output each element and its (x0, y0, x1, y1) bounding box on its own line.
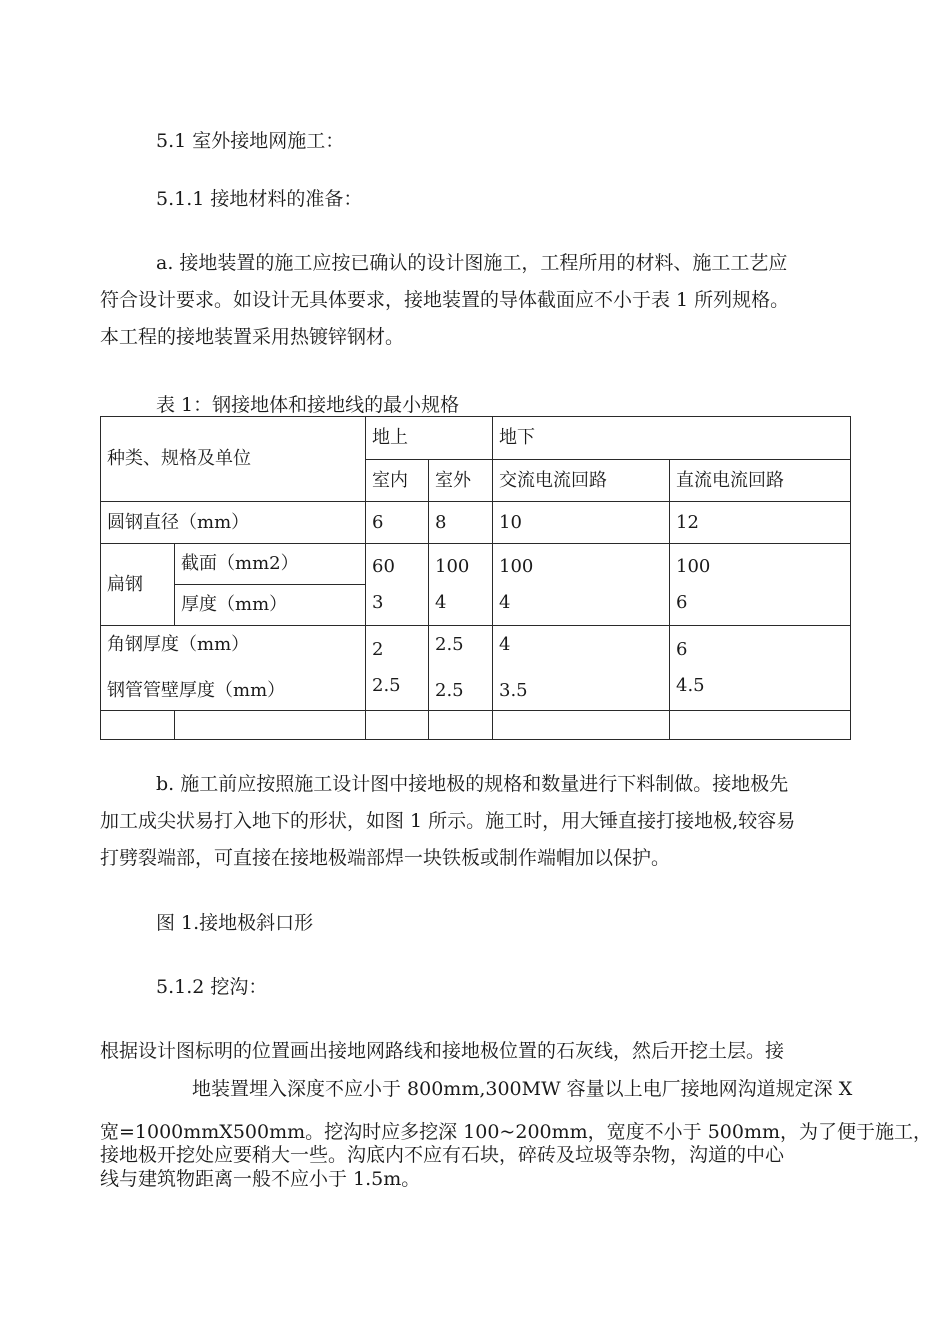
cell-value: 6 (676, 639, 688, 661)
cell-value: 4 (499, 591, 511, 613)
paragraph-c-line-5: 线与建筑物距离一般不应小于 1.5m。 (100, 1168, 421, 1190)
paragraph-c-line-2: 地装置埋入深度不应小于 800mm,300MW 容量以上电厂接地网沟道规定深 X (192, 1078, 853, 1100)
cell-value: 4 (435, 591, 447, 613)
cell-value: 100 (435, 555, 470, 577)
cell-value: 4 (499, 634, 511, 656)
paragraph-a-line-2: 符合设计要求。如设计无具体要求，接地装置的导体截面应不小于表 1 所列规格。 (100, 289, 790, 311)
header-ac-circuit: 交流电流回路 (493, 460, 670, 502)
header-outdoor: 室外 (429, 460, 493, 502)
empty-cell (429, 711, 493, 740)
section-heading-5-1-2: 5.1.2 挖沟： (156, 976, 268, 998)
cell-value-pair (429, 626, 493, 711)
table-row (101, 417, 851, 460)
cell-value-pair (493, 544, 670, 626)
cell-value: 2.5 (372, 675, 401, 696)
row-label-pair (101, 626, 366, 711)
cell-value: 100 (499, 555, 534, 577)
spec-table (100, 416, 851, 740)
cell-value: 2 (372, 639, 384, 661)
row-label: 钢管管壁厚度（mm） (107, 680, 286, 701)
cell-value: 6 (676, 591, 688, 613)
paragraph-a-line-3: 本工程的接地装置采用热镀锌钢材。 (100, 326, 405, 348)
cell-value: 6 (366, 502, 429, 544)
paragraph-c-line-3: 宽=1000mmX500mm。挖沟时应多挖深 100~200mm，宽度不小于 500mm，为了便于施工， (100, 1121, 932, 1143)
paragraph-b-line-1: b. 施工前应按照施工设计图中接地极的规格和数量进行下料制做。接地极先 (156, 773, 789, 795)
empty-cell (670, 711, 851, 740)
cell-value: 3 (372, 591, 384, 613)
table-row (101, 711, 851, 740)
paragraph-a-line-1: a. 接地装置的施工应按已确认的设计图施工，工程所用的材料、施工工艺应 (156, 252, 788, 274)
cell-value: 100 (676, 555, 711, 577)
table-row (101, 502, 851, 544)
header-dc-circuit: 直流电流回路 (670, 460, 851, 502)
table-row (101, 626, 851, 711)
header-above-ground: 地上 (366, 417, 493, 460)
header-indoor: 室内 (366, 460, 429, 502)
paragraph-b-line-3: 打劈裂端部，可直接在接地极端部焊一块铁板或制作端帽加以保护。 (100, 847, 671, 869)
empty-cell (175, 711, 366, 740)
figure-caption: 图 1.接地极斜口形 (156, 912, 314, 934)
table-caption: 表 1：钢接地体和接地线的最小规格 (156, 394, 460, 416)
cell-value: 3.5 (499, 680, 528, 701)
section-heading-5-1: 5.1 室外接地网施工： (156, 130, 345, 152)
header-below-ground: 地下 (493, 417, 851, 460)
empty-cell (493, 711, 670, 740)
section-heading-5-1-1: 5.1.1 接地材料的准备： (156, 188, 363, 210)
row-label: 厚度（mm） (175, 585, 366, 626)
cell-value-pair (670, 544, 851, 626)
flat-steel-label: 扁钢 (101, 544, 175, 626)
cell-value-pair (670, 626, 851, 711)
cell-value-pair (493, 626, 670, 711)
table-row (101, 544, 851, 585)
paragraph-c-line-1: 根据设计图标明的位置画出接地网路线和接地极位置的石灰线，然后开挖土层。接 (100, 1040, 785, 1062)
cell-value: 12 (670, 502, 851, 544)
cell-value: 2.5 (435, 634, 464, 656)
header-category: 种类、规格及单位 (101, 417, 366, 502)
empty-cell (101, 711, 175, 740)
cell-value: 10 (493, 502, 670, 544)
row-label: 圆钢直径（mm） (101, 502, 366, 544)
cell-value-pair (366, 626, 429, 711)
cell-value-pair (366, 544, 429, 626)
empty-cell (366, 711, 429, 740)
cell-value: 4.5 (676, 675, 705, 696)
cell-value: 8 (429, 502, 493, 544)
row-label: 截面（mm2） (175, 544, 366, 585)
row-label: 角钢厚度（mm） (107, 634, 250, 656)
cell-value: 2.5 (435, 680, 464, 701)
cell-value-pair (429, 544, 493, 626)
paragraph-c-line-4: 接地极开挖处应要稍大一些。沟底内不应有石块，碎砖及垃圾等杂物，沟道的中心 (100, 1144, 785, 1166)
paragraph-b-line-2: 加工成尖状易打入地下的形状，如图 1 所示。施工时，用大锤直接打接地极,较容易 (100, 810, 796, 832)
cell-value: 60 (372, 555, 395, 577)
